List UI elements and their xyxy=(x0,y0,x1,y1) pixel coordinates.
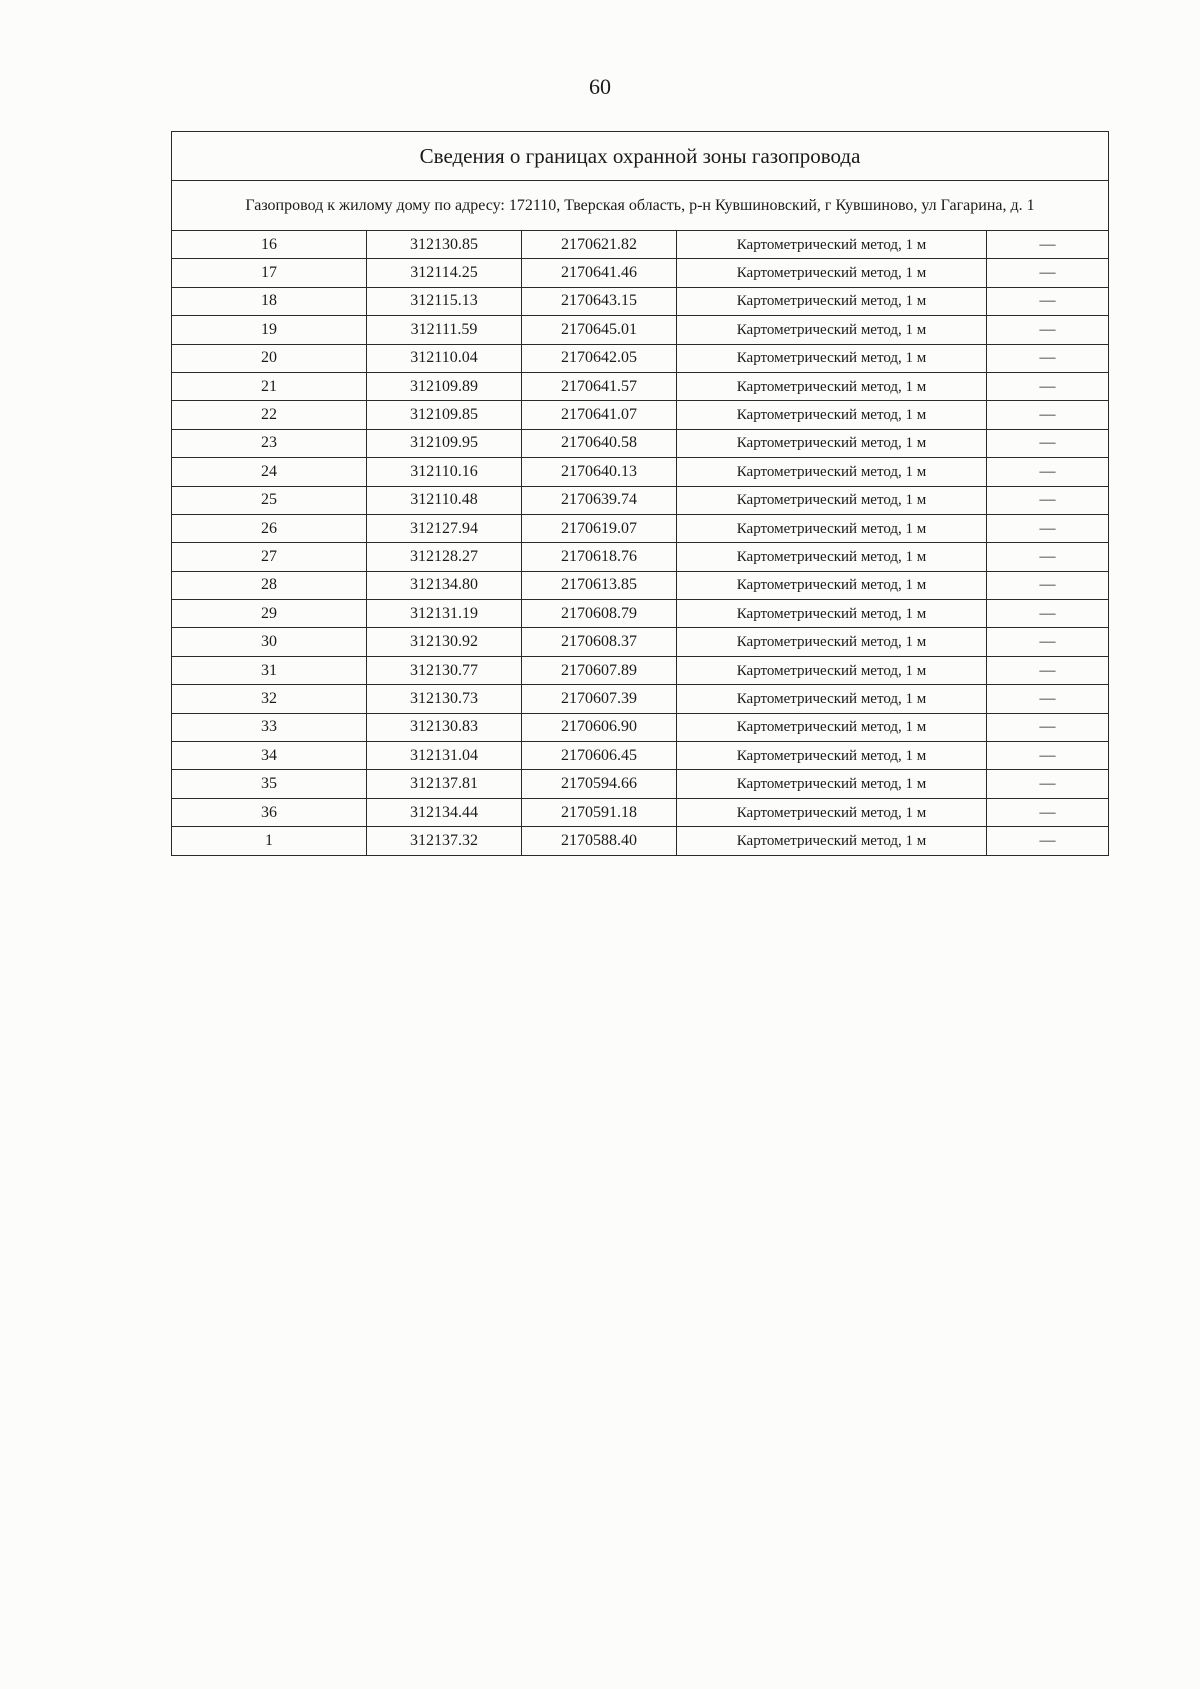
y-coordinate-cell: 2170642.05 xyxy=(522,344,677,372)
note-cell: — xyxy=(987,514,1109,542)
table-row xyxy=(172,827,1109,855)
point-number-cell: 23 xyxy=(172,429,367,457)
y-coordinate-cell: 2170606.45 xyxy=(522,742,677,770)
y-coordinate-cell: 2170643.15 xyxy=(522,287,677,315)
x-coordinate-cell: 312137.81 xyxy=(367,770,522,798)
point-number-cell: 1 xyxy=(172,827,367,855)
method-cell: Картометрический метод, 1 м xyxy=(677,514,987,542)
table-row xyxy=(172,742,1109,770)
note-cell: — xyxy=(987,486,1109,514)
note-cell: — xyxy=(987,458,1109,486)
point-number-cell: 22 xyxy=(172,401,367,429)
method-cell: Картометрический метод, 1 м xyxy=(677,429,987,457)
method-cell: Картометрический метод, 1 м xyxy=(677,401,987,429)
point-number-cell: 16 xyxy=(172,231,367,259)
method-cell: Картометрический метод, 1 м xyxy=(677,486,987,514)
point-number-cell: 34 xyxy=(172,742,367,770)
x-coordinate-cell: 312130.83 xyxy=(367,713,522,741)
x-coordinate-cell: 312128.27 xyxy=(367,543,522,571)
point-number-cell: 25 xyxy=(172,486,367,514)
y-coordinate-cell: 2170607.89 xyxy=(522,656,677,684)
x-coordinate-cell: 312134.44 xyxy=(367,798,522,826)
point-number-cell: 17 xyxy=(172,259,367,287)
x-coordinate-cell: 312131.04 xyxy=(367,742,522,770)
method-cell: Картометрический метод, 1 м xyxy=(677,344,987,372)
table-row xyxy=(172,401,1109,429)
y-coordinate-cell: 2170641.57 xyxy=(522,372,677,400)
table-row xyxy=(172,344,1109,372)
method-cell: Картометрический метод, 1 м xyxy=(677,231,987,259)
method-cell: Картометрический метод, 1 м xyxy=(677,372,987,400)
x-coordinate-cell: 312134.80 xyxy=(367,571,522,599)
table-row xyxy=(172,259,1109,287)
method-cell: Картометрический метод, 1 м xyxy=(677,656,987,684)
page-number: 60 xyxy=(589,74,611,99)
x-coordinate-cell: 312110.48 xyxy=(367,486,522,514)
y-coordinate-cell: 2170621.82 xyxy=(522,231,677,259)
table-row xyxy=(172,458,1109,486)
y-coordinate-cell: 2170591.18 xyxy=(522,798,677,826)
point-number-cell: 33 xyxy=(172,713,367,741)
note-cell: — xyxy=(987,372,1109,400)
note-cell: — xyxy=(987,656,1109,684)
note-cell: — xyxy=(987,259,1109,287)
table-row xyxy=(172,571,1109,599)
method-cell: Картометрический метод, 1 м xyxy=(677,713,987,741)
y-coordinate-cell: 2170608.37 xyxy=(522,628,677,656)
point-number-cell: 20 xyxy=(172,344,367,372)
x-coordinate-cell: 312127.94 xyxy=(367,514,522,542)
note-cell: — xyxy=(987,429,1109,457)
table-row xyxy=(172,656,1109,684)
point-number-cell: 35 xyxy=(172,770,367,798)
table-row xyxy=(172,543,1109,571)
y-coordinate-cell: 2170607.39 xyxy=(522,685,677,713)
note-cell: — xyxy=(987,685,1109,713)
note-cell: — xyxy=(987,344,1109,372)
point-number-cell: 29 xyxy=(172,600,367,628)
method-cell: Картометрический метод, 1 м xyxy=(677,571,987,599)
x-coordinate-cell: 312115.13 xyxy=(367,287,522,315)
point-number-cell: 19 xyxy=(172,316,367,344)
table-row xyxy=(172,231,1109,259)
table-row xyxy=(172,372,1109,400)
method-cell: Картометрический метод, 1 м xyxy=(677,458,987,486)
note-cell: — xyxy=(987,798,1109,826)
method-cell: Картометрический метод, 1 м xyxy=(677,543,987,571)
protection-zone-table xyxy=(171,131,1109,856)
table-row xyxy=(172,798,1109,826)
note-cell: — xyxy=(987,231,1109,259)
note-cell: — xyxy=(987,600,1109,628)
method-cell: Картометрический метод, 1 м xyxy=(677,628,987,656)
note-cell: — xyxy=(987,742,1109,770)
y-coordinate-cell: 2170608.79 xyxy=(522,600,677,628)
note-cell: — xyxy=(987,713,1109,741)
table-subtitle-row xyxy=(172,181,1109,231)
point-number-cell: 30 xyxy=(172,628,367,656)
y-coordinate-cell: 2170640.58 xyxy=(522,429,677,457)
note-cell: — xyxy=(987,543,1109,571)
method-cell: Картометрический метод, 1 м xyxy=(677,827,987,855)
table-row xyxy=(172,685,1109,713)
point-number-cell: 24 xyxy=(172,458,367,486)
y-coordinate-cell: 2170639.74 xyxy=(522,486,677,514)
table-row xyxy=(172,486,1109,514)
point-number-cell: 18 xyxy=(172,287,367,315)
y-coordinate-cell: 2170588.40 xyxy=(522,827,677,855)
table-row xyxy=(172,514,1109,542)
note-cell: — xyxy=(987,316,1109,344)
point-number-cell: 36 xyxy=(172,798,367,826)
point-number-cell: 21 xyxy=(172,372,367,400)
y-coordinate-cell: 2170619.07 xyxy=(522,514,677,542)
x-coordinate-cell: 312114.25 xyxy=(367,259,522,287)
y-coordinate-cell: 2170594.66 xyxy=(522,770,677,798)
y-coordinate-cell: 2170641.46 xyxy=(522,259,677,287)
note-cell: — xyxy=(987,571,1109,599)
note-cell: — xyxy=(987,770,1109,798)
x-coordinate-cell: 312111.59 xyxy=(367,316,522,344)
x-coordinate-cell: 312109.89 xyxy=(367,372,522,400)
y-coordinate-cell: 2170613.85 xyxy=(522,571,677,599)
note-cell: — xyxy=(987,628,1109,656)
table-row xyxy=(172,287,1109,315)
method-cell: Картометрический метод, 1 м xyxy=(677,287,987,315)
point-number-cell: 32 xyxy=(172,685,367,713)
x-coordinate-cell: 312109.95 xyxy=(367,429,522,457)
table-title-row xyxy=(172,132,1109,181)
x-coordinate-cell: 312109.85 xyxy=(367,401,522,429)
method-cell: Картометрический метод, 1 м xyxy=(677,742,987,770)
table-row xyxy=(172,316,1109,344)
note-cell: — xyxy=(987,287,1109,315)
method-cell: Картометрический метод, 1 м xyxy=(677,316,987,344)
method-cell: Картометрический метод, 1 м xyxy=(677,770,987,798)
point-number-cell: 28 xyxy=(172,571,367,599)
note-cell: — xyxy=(987,401,1109,429)
y-coordinate-cell: 2170640.13 xyxy=(522,458,677,486)
y-coordinate-cell: 2170641.07 xyxy=(522,401,677,429)
point-number-cell: 26 xyxy=(172,514,367,542)
table-row xyxy=(172,628,1109,656)
x-coordinate-cell: 312130.92 xyxy=(367,628,522,656)
method-cell: Картометрический метод, 1 м xyxy=(677,798,987,826)
y-coordinate-cell: 2170618.76 xyxy=(522,543,677,571)
table-title: Сведения о границах охранной зоны газопровода xyxy=(172,132,1109,181)
table-row xyxy=(172,600,1109,628)
method-cell: Картометрический метод, 1 м xyxy=(677,685,987,713)
y-coordinate-cell: 2170606.90 xyxy=(522,713,677,741)
x-coordinate-cell: 312137.32 xyxy=(367,827,522,855)
table-row xyxy=(172,770,1109,798)
x-coordinate-cell: 312130.85 xyxy=(367,231,522,259)
x-coordinate-cell: 312131.19 xyxy=(367,600,522,628)
x-coordinate-cell: 312130.73 xyxy=(367,685,522,713)
note-cell: — xyxy=(987,827,1109,855)
point-number-cell: 31 xyxy=(172,656,367,684)
x-coordinate-cell: 312110.16 xyxy=(367,458,522,486)
method-cell: Картометрический метод, 1 м xyxy=(677,259,987,287)
method-cell: Картометрический метод, 1 м xyxy=(677,600,987,628)
point-number-cell: 27 xyxy=(172,543,367,571)
table-subtitle: Газопровод к жилому дому по адресу: 172110, Тверская область, р-н Кувшиновский, г Кувшиново, ул Гагарина, д. 1 xyxy=(172,181,1109,231)
table-row xyxy=(172,713,1109,741)
y-coordinate-cell: 2170645.01 xyxy=(522,316,677,344)
x-coordinate-cell: 312110.04 xyxy=(367,344,522,372)
x-coordinate-cell: 312130.77 xyxy=(367,656,522,684)
table-row xyxy=(172,429,1109,457)
